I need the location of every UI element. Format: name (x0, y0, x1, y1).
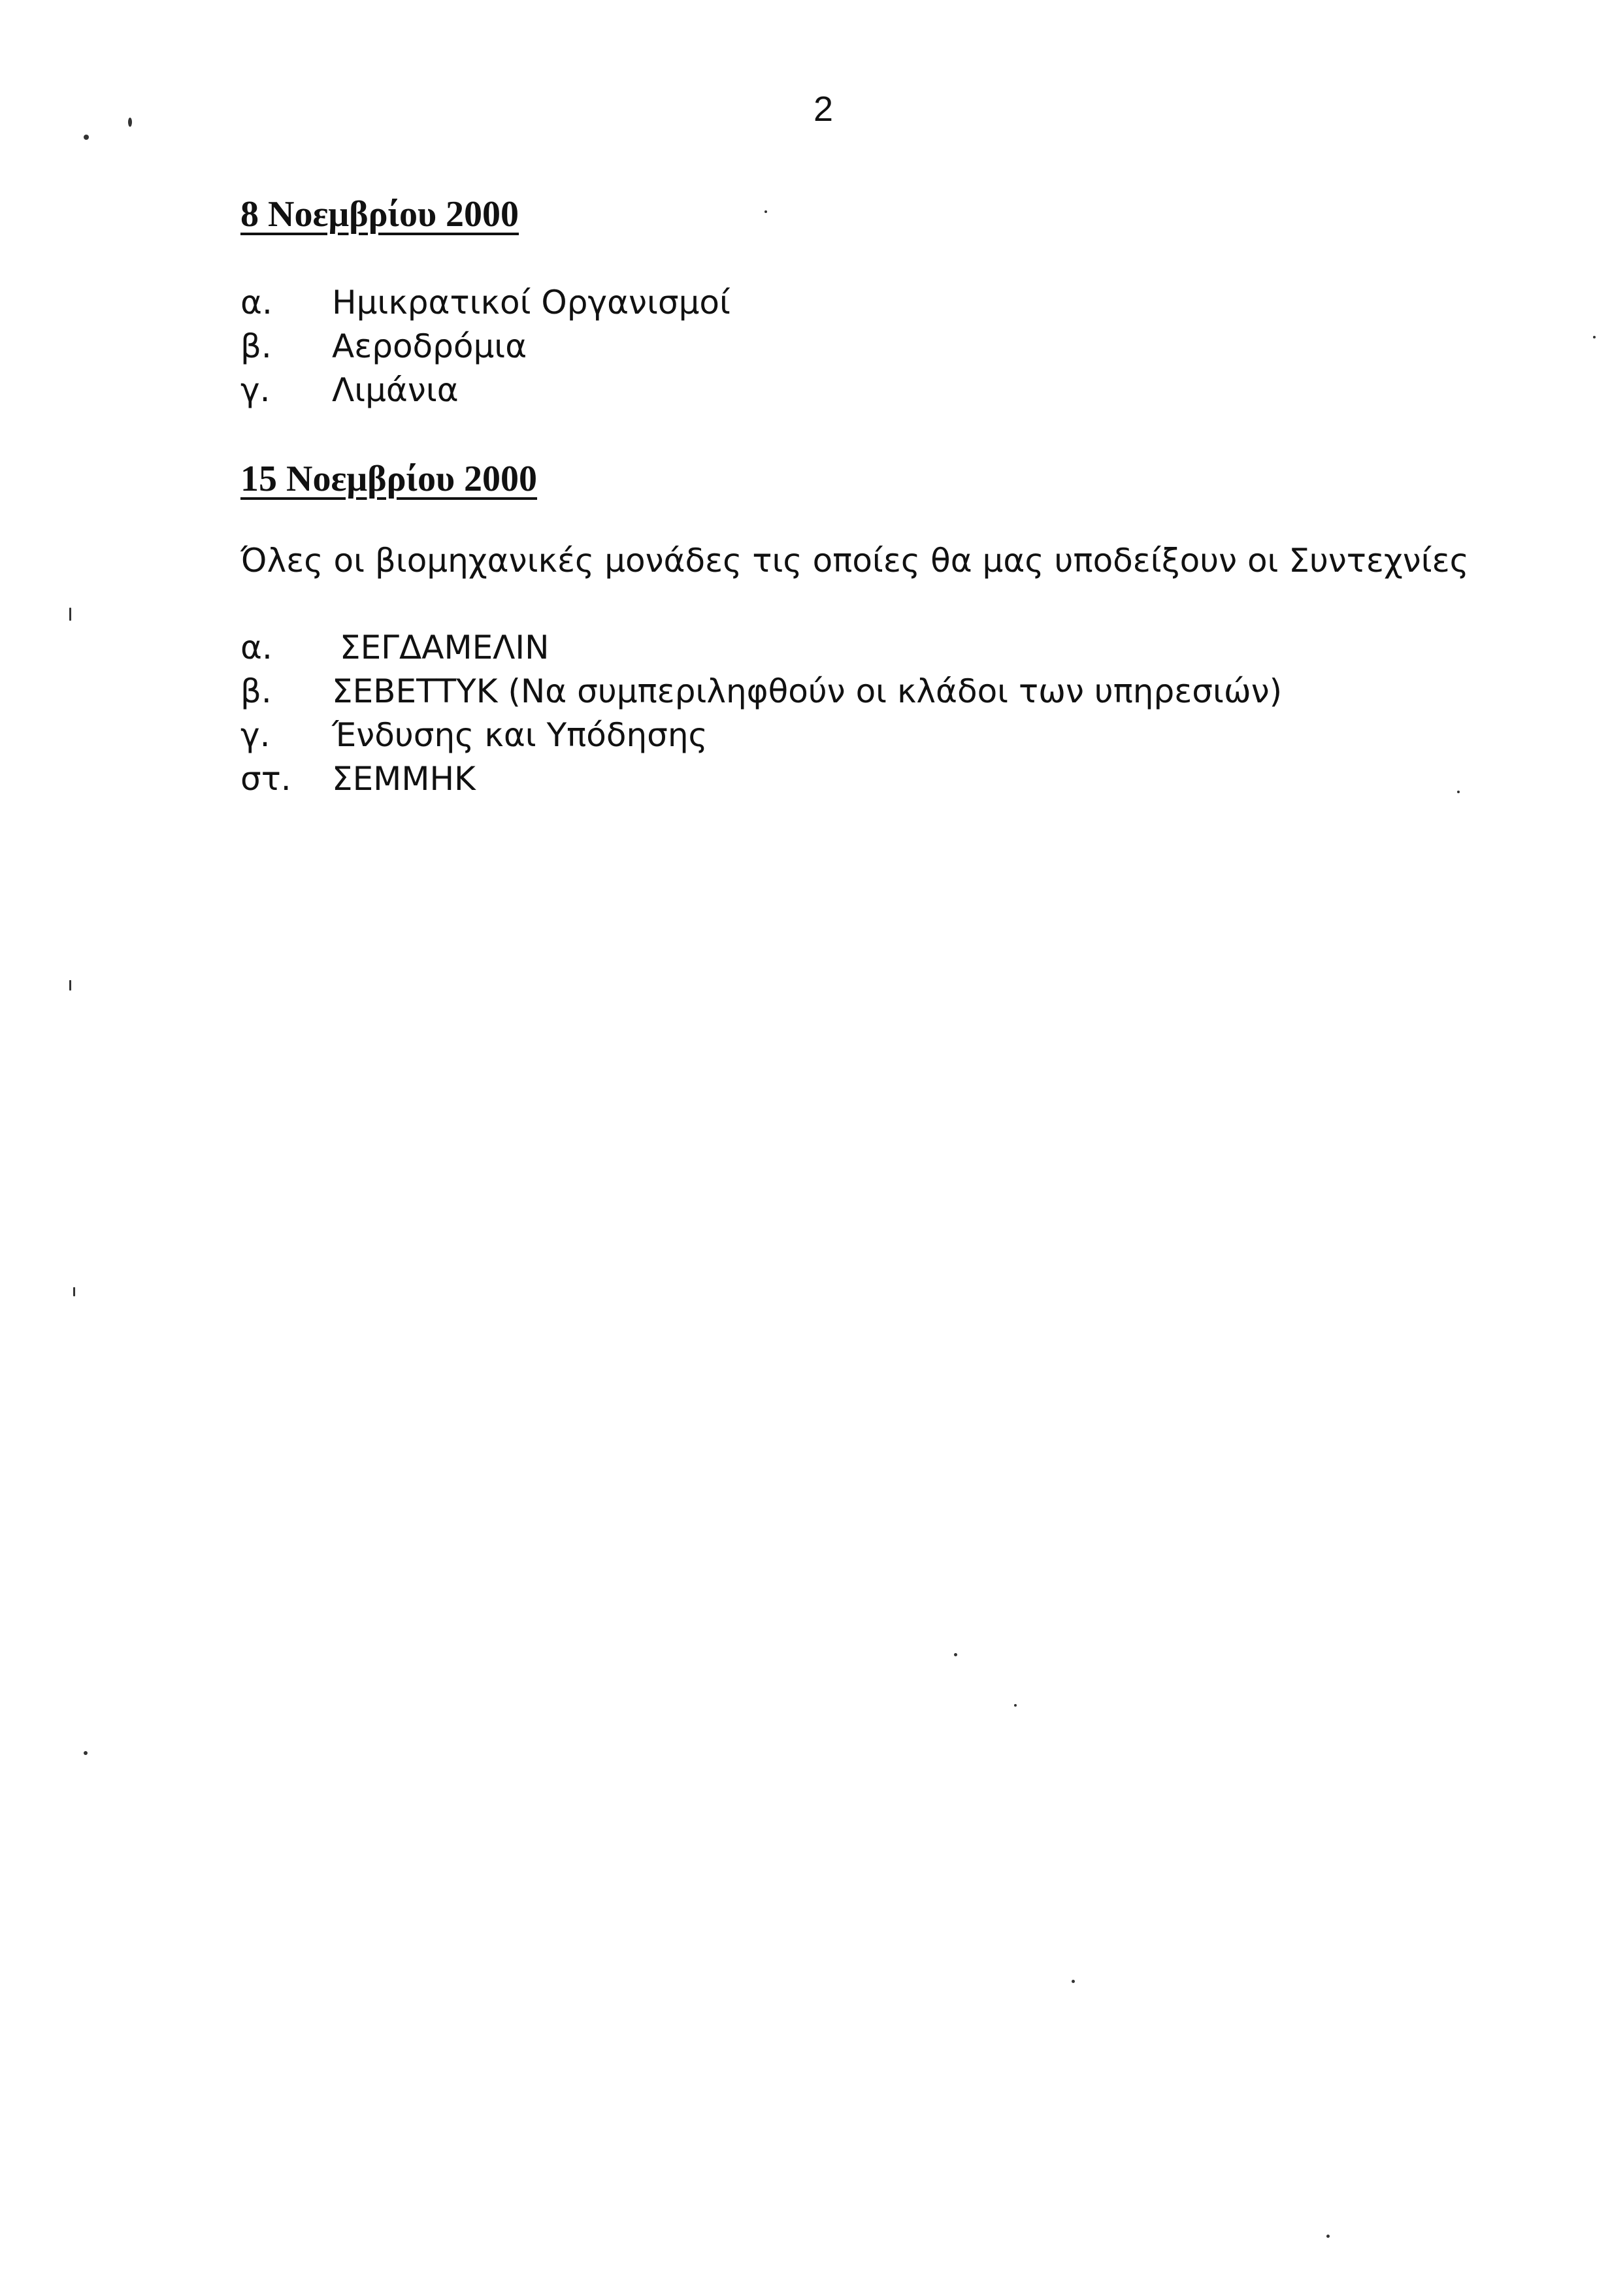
scan-speck (73, 1287, 75, 1296)
list-marker: γ. (240, 716, 271, 754)
scan-speck (69, 980, 71, 991)
scan-speck (954, 1653, 957, 1656)
list-item-text: ΣΕΜΜΗΚ (332, 760, 476, 798)
list-marker: α. (240, 629, 272, 666)
list-item (240, 369, 731, 412)
list-item-text: Ένδυσης και Υπόδησης (332, 716, 708, 754)
list-item (240, 281, 731, 325)
list-item-text: ΣΕΓΔΑΜΕΛΙΝ (340, 629, 550, 666)
list-item-text: Λιμάνια (332, 371, 459, 409)
list-item (240, 325, 731, 369)
list-item (240, 713, 1282, 757)
scan-speck (1014, 1704, 1017, 1707)
scan-speck (84, 1751, 88, 1755)
list-marker: γ. (240, 371, 271, 409)
list-item-text: Αεροδρόμια (332, 327, 527, 365)
list-item (240, 757, 1282, 801)
scan-speck (1593, 336, 1596, 338)
scan-speck (1326, 2235, 1330, 2238)
section2-paragraph: Όλες οι βιομηχανικές μονάδες τις οποίες θα μας υποδείξουν οι Συντεχνίες (240, 542, 1470, 580)
list-marker: β. (240, 327, 272, 365)
list-item-text: Ημικρατικοί Οργανισμοί (332, 284, 731, 321)
scan-speck (764, 210, 767, 213)
scan-speck (1457, 791, 1460, 793)
section-heading-8-nov: 8 Νοεμβρίου 2000 (240, 194, 519, 235)
list-marker: β. (240, 672, 272, 710)
section2-list (240, 626, 1282, 801)
scan-speck (69, 608, 71, 621)
list-item (240, 626, 1282, 670)
page-number: 2 (813, 90, 834, 129)
section-heading-15-nov: 15 Νοεμβρίου 2000 (240, 459, 538, 499)
scan-speck (1072, 1980, 1075, 1983)
list-item (240, 670, 1282, 713)
scan-speck (84, 135, 89, 140)
list-marker: στ. (240, 760, 291, 798)
scan-speck (128, 118, 132, 127)
section1-list (240, 281, 731, 412)
list-marker: α. (240, 284, 272, 321)
list-item-text: ΣΕΒΕΤΤΥΚ (Να συμπεριληφθούν οι κλάδοι των υπηρεσιών) (332, 672, 1283, 710)
